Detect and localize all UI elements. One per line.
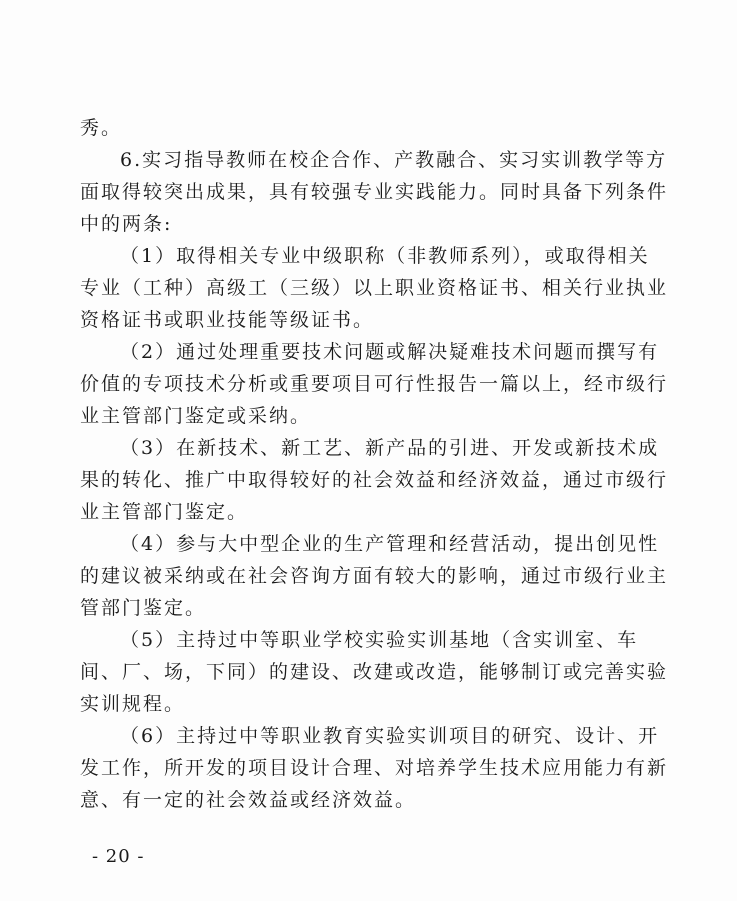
body-text bbox=[80, 112, 680, 816]
text-line: 发工作，所开发的项目设计合理、对培养学生技术应用能力有新 bbox=[80, 757, 669, 779]
text-line-sub-3: （3）在新技术、新工艺、新产品的引进、开发或新技术成 bbox=[120, 437, 660, 459]
text-line: 专业（工种）高级工（三级）以上职业资格证书、相关行业执业 bbox=[80, 277, 669, 299]
text-line: 的建议被采纳或在社会咨询方面有较大的影响，通过市级行业主 bbox=[80, 565, 669, 587]
text-line: 资格证书或职业技能等级证书。 bbox=[80, 309, 375, 331]
text-line-sub-2: （2）通过处理重要技术问题或解决疑难技术问题而撰写有 bbox=[120, 341, 660, 363]
text-line-sub-5: （5）主持过中等职业学校实验实训基地（含实训室、车 bbox=[120, 629, 639, 651]
text-line: 价值的专项技术分析或重要项目可行性报告一篇以上，经市级行 bbox=[80, 373, 669, 395]
text-line-sub-1: （1）取得相关专业中级职称（非教师系列），或取得相关 bbox=[120, 245, 650, 267]
page-number: - 20 - bbox=[92, 846, 145, 867]
text-line-item-6: 6.实习指导教师在校企合作、产教融合、实习实训教学等方 bbox=[120, 149, 668, 171]
text-line: 业主管部门鉴定或采纳。 bbox=[80, 405, 312, 427]
text-line-sub-6: （6）主持过中等职业教育实验实训项目的研究、设计、开 bbox=[120, 725, 660, 747]
text-line: 面取得较突出成果，具有较强专业实践能力。同时具备下列条件 bbox=[80, 181, 669, 203]
text-line: 间、厂、场，下同）的建设、改建或改造，能够制订或完善实验 bbox=[80, 661, 669, 683]
text-line: 业主管部门鉴定。 bbox=[80, 501, 249, 523]
text-line: 实训规程。 bbox=[80, 693, 186, 715]
text-line: 中的两条: bbox=[80, 213, 173, 235]
text-line: 秀。 bbox=[80, 117, 123, 139]
text-line-sub-4: （4）参与大中型企业的生产管理和经营活动，提出创见性 bbox=[120, 533, 660, 555]
text-line: 意、有一定的社会效益或经济效益。 bbox=[80, 789, 417, 811]
text-line: 管部门鉴定。 bbox=[80, 597, 207, 619]
text-line: 果的转化、推广中取得较好的社会效益和经济效益，通过市级行 bbox=[80, 469, 669, 491]
